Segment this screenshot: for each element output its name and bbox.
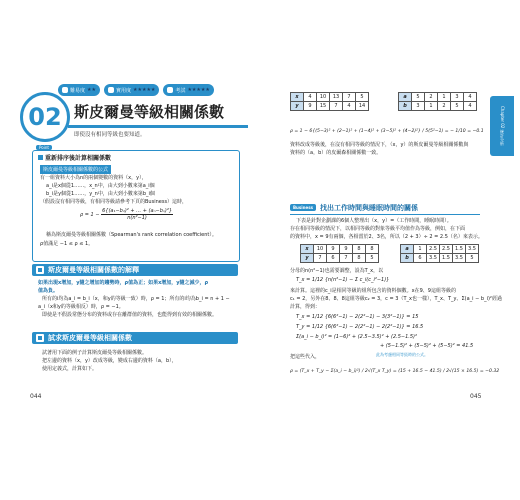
page-number-left: 044 xyxy=(30,393,42,400)
cell: 7 xyxy=(343,93,356,102)
cell: 1 xyxy=(425,102,438,111)
chapter-title: 斯皮爾曼等級相關係數 xyxy=(68,98,248,128)
cell: 5 xyxy=(466,254,479,263)
business-line-3: 的資料中，x = 9有兩個，各相當於2、3名，所以（2 + 3）÷ 2 = 2.5（名）來表示。 xyxy=(290,234,483,240)
cell: b xyxy=(399,102,412,111)
cell: 6 xyxy=(414,254,427,263)
cell: 15 xyxy=(317,102,330,111)
section-divider xyxy=(290,214,480,215)
section-icon xyxy=(36,334,44,342)
interp-line-4: a_i（x和y的等級相反）時，ρ = −1。 xyxy=(38,304,124,310)
cell: a xyxy=(401,245,414,254)
cell: 4 xyxy=(304,93,317,102)
cell: 8 xyxy=(353,254,366,263)
cell: 4 xyxy=(343,102,356,111)
data-table-ab xyxy=(398,92,477,111)
chapter-number: 02 xyxy=(20,92,70,142)
cell: 2 xyxy=(438,102,451,111)
business-line-6: c₁ = 2，另外在8、8、8這組等級c₂ = 3，c = 3（T_x也一樣），T_x、T_y、Σ(a_i − b_i)²經過 xyxy=(290,296,502,302)
cell: 5 xyxy=(412,93,425,102)
cell: 3 xyxy=(451,93,464,102)
point-line-4: （假設沒有相同等級，有相同等級請參考下頁的Business）這時， xyxy=(40,199,188,205)
point-tag: Point xyxy=(36,145,52,150)
cell: a xyxy=(399,93,412,102)
interp-line-3: 所有的i均為a_i = b_i（x，和y的等級一致）時，ρ = 1；所有的i均為b_i = n + 1 − xyxy=(42,296,230,302)
cell: 1.5 xyxy=(453,245,466,254)
chapter-side-tab[interactable]: Chapter 02 統計分析 xyxy=(490,96,514,156)
cell: y xyxy=(291,102,304,111)
practical-icon xyxy=(108,87,114,93)
cell: 4 xyxy=(464,93,477,102)
formula-tx-def: T_x = 1/12 {n(n²−1) − Σ c_i(c_i²−1)} xyxy=(296,277,390,283)
cell: 1 xyxy=(438,93,451,102)
cell: 9 xyxy=(304,102,317,111)
rating-strip xyxy=(58,84,214,96)
cell: 10 xyxy=(317,93,330,102)
formula-example-1: ρ = 1 − 6{(5−3)² + (2−1)² + (1−4)² + (3−5)² + (4−2)²} / 5(5²−1) = − 1/10 = −0.1 xyxy=(290,129,484,134)
interp-line-5: 即使是不假設常態分布的資料或存在離群值的資料，也能得到有效的相關係數。 xyxy=(42,312,218,318)
business-line-2: 存在相同等級的情況下，以相同等級的對象等級平均值作為等級，例如，在下面 xyxy=(290,226,466,232)
difficulty-icon xyxy=(62,87,68,93)
interp-line-1: 如果出現x增加，y隨之增加的趨勢時，ρ值為正；如果x增加，y隨之減少，ρ xyxy=(38,280,209,286)
section-interpretation: 斯皮爾曼等級相關係數的解釋 xyxy=(32,264,238,276)
section-business: Business 找出工作時間與睡眠時間的關係 xyxy=(290,202,418,213)
formula-sum: Σ(a_i − b_i)² = (1−6)² + (2.5−3.5)² + (2.5−1.5)² xyxy=(296,334,418,340)
exam-icon xyxy=(167,87,173,93)
cell: 13 xyxy=(330,93,343,102)
cell: x xyxy=(291,93,304,102)
formula-fraction: $\frac{\text{6\{(a₁−b₁)² + … + (aₙ−bₙ)²\}}}{\text{n(n²−1)}}$ xyxy=(102,208,173,221)
cell: 3.5 xyxy=(427,254,440,263)
formula-sum-cont: + (5−1.5)² + (5−5)² + (5−5)² = 41.5 xyxy=(380,343,474,349)
spearman-formula: ρ = 1 − $\frac{\text{6\{(a₁−b₁)² + … + (aₙ−bₙ)²\}}}{\text{n(n²−1)}}$ xyxy=(80,208,173,221)
cell: 10 xyxy=(314,245,327,254)
cell: 8 xyxy=(353,245,366,254)
business-line-1: 下表是針對企劃課的6個人整理出（x，y）=（工作時間，睡眠時間）。 xyxy=(296,218,452,224)
cell: 1.5 xyxy=(440,254,453,263)
formula-final: ρ = (T_x + T_y − Σ(a_i − b_i)²) / 2√(T_x T_y) = (15 + 16.5 − 41.5) / 2√(15 × 16.5) = −0.32 xyxy=(290,369,500,374)
cell: 9 xyxy=(327,245,340,254)
point-line-3: b_i是y個從1……，y_n中，由大到小數來第b_i個 xyxy=(46,191,155,197)
cell: 9 xyxy=(340,245,353,254)
cell: b xyxy=(401,254,414,263)
cell: 3.5 xyxy=(453,254,466,263)
cell: x xyxy=(301,245,314,254)
rating-pill-exam: 考試 ★★★★★ xyxy=(163,84,213,96)
cell: 5 xyxy=(356,93,369,102)
rating-pill-difficulty: 難易度 ★★ xyxy=(58,84,100,96)
cell: 14 xyxy=(356,102,369,111)
note-line-2: 資料的（a，b）的皮爾森相關係數一致。 xyxy=(290,150,382,156)
business-table-xy xyxy=(300,244,379,263)
section-icon xyxy=(36,266,44,274)
cell: 8 xyxy=(366,245,379,254)
calc-line-2: 把左邊的資料（x，y）改成等級，變成右邊的資料（a，b）， xyxy=(42,358,177,364)
cell: 2 xyxy=(425,93,438,102)
interp-line-2: 值為負。 xyxy=(38,288,59,294)
section-calculation: 試求斯皮爾曼等級相關係數 xyxy=(32,332,238,344)
formula-tx: T_x = 1/12 {6(6²−1) − 2(2²−1) − 3(3²−1)} = 15 xyxy=(296,314,419,320)
point-heading: 重新排序後計算相關係數 xyxy=(38,153,111,162)
point-line-5: 稱為斯皮爾曼等級相關係數（Spearman's rank correlation coefficient）。 xyxy=(46,232,217,238)
business-line-8: 把這些代入， xyxy=(290,354,321,360)
calc-line-3: 使用定義式，計算如下。 xyxy=(42,366,98,372)
cell: 3.5 xyxy=(466,245,479,254)
cell: 3 xyxy=(412,102,425,111)
cell: 7 xyxy=(314,254,327,263)
business-line-4: 分母的n(n²−1)也需要調整，設為T_x，以 xyxy=(290,268,384,274)
formula-annotation: 此為考慮相同等級時的公式。 xyxy=(376,352,428,357)
cell: 1 xyxy=(414,245,427,254)
page-number-right: 045 xyxy=(470,393,482,400)
business-line-5: 來計算。這裡的c_i是相同等級的組所包含的資料個數。x在9、9這組等級的 xyxy=(290,288,456,294)
cell: 6 xyxy=(327,254,340,263)
cell: 4 xyxy=(464,102,477,111)
cell: 5 xyxy=(366,254,379,263)
calc-line-1: 試著用下面的例子計算斯皮爾曼等級相關係數。 xyxy=(42,350,148,356)
business-line-7: 計算，得到： xyxy=(290,304,321,310)
note-line-1: 資料改成等級後，在沒有相同等級的情況下，（x，y）的斯皮爾曼等級相關係數與 xyxy=(290,142,469,148)
cell: 2.5 xyxy=(440,245,453,254)
formula-tag: 斯皮爾曼等級相關係數的公式 xyxy=(40,165,111,174)
cell: y xyxy=(301,254,314,263)
square-bullet-icon xyxy=(38,155,43,160)
cell: 7 xyxy=(340,254,353,263)
chapter-subtitle: 即使沒有相同等級也要知道。 xyxy=(74,132,146,138)
point-line-2: a_i是x個從1……，x_n中，由大到小數來第a_i個 xyxy=(46,183,155,189)
rating-pill-practical: 實用度 ★★★★★ xyxy=(104,84,159,96)
cell: 5 xyxy=(451,102,464,111)
formula-ty: T_y = 1/12 {6(6²−1) − 2(2²−1) − 2(2²−1)} = 16.5 xyxy=(296,324,424,330)
cell: 2.5 xyxy=(427,245,440,254)
cell: 7 xyxy=(330,102,343,111)
point-line-6: ρ值滿足 −1 ≤ ρ ≤ 1。 xyxy=(40,241,94,247)
business-table-ab xyxy=(400,244,479,263)
point-line-1: 有一組資料大小為n的兩個變數的資料（x，y）， xyxy=(40,175,147,181)
data-table-xy xyxy=(290,92,369,111)
